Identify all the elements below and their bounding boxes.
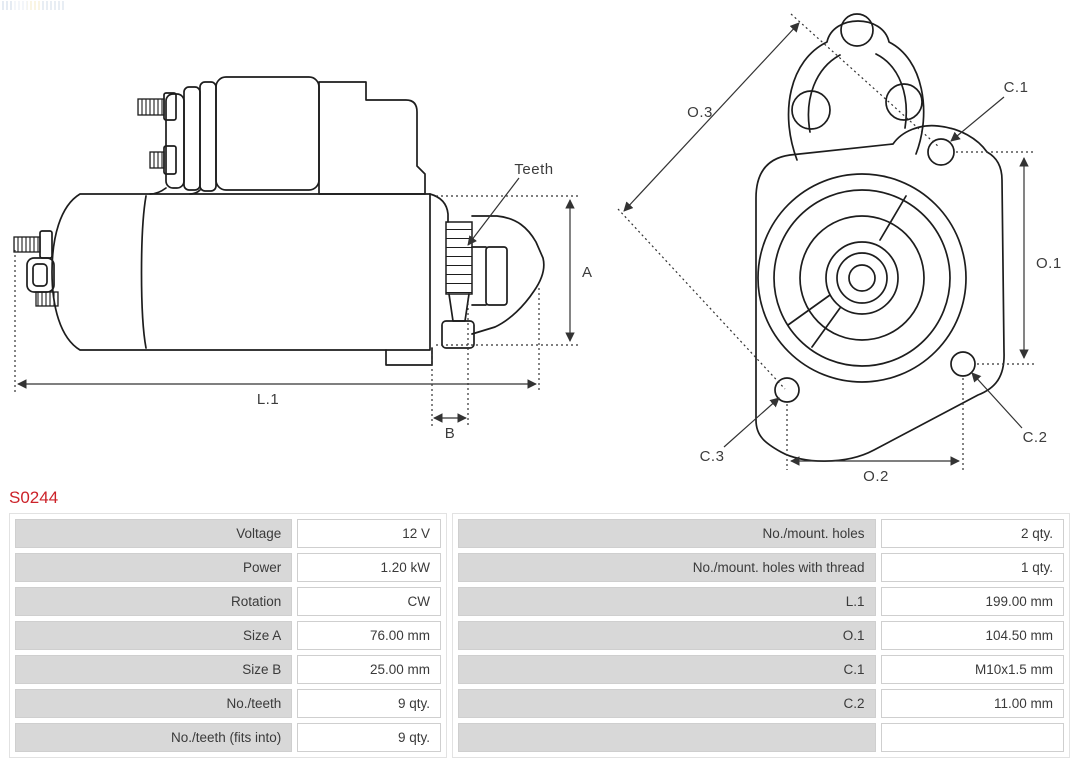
spec-label-cell xyxy=(458,723,876,752)
dim-b-label: B xyxy=(444,425,456,442)
table-row xyxy=(15,621,441,650)
dim-o2 xyxy=(787,378,963,485)
spec-value-cell: 2 qty. xyxy=(881,519,1064,548)
dim-c3-label: C.3 xyxy=(699,448,725,465)
table-row xyxy=(458,553,1064,582)
dim-c2 xyxy=(972,373,1047,446)
drive-end-pinion xyxy=(430,194,544,348)
spec-label-cell: C.1 xyxy=(458,655,876,684)
spec-value-cell: 1 qty. xyxy=(881,553,1064,582)
spec-label-cell: O.1 xyxy=(458,621,876,650)
spec-label-cell: No./teeth xyxy=(15,689,292,718)
spec-value-cell: M10x1.5 mm xyxy=(881,655,1064,684)
spec-table-right xyxy=(452,513,1070,758)
dim-o2-label: O.2 xyxy=(863,468,889,485)
hole-c1 xyxy=(928,139,954,165)
spec-value-cell: 76.00 mm xyxy=(297,621,441,650)
spec-label-cell: No./mount. holes xyxy=(458,519,876,548)
dim-l1-label: L.1 xyxy=(256,391,280,408)
spec-value-cell: 9 qty. xyxy=(297,689,441,718)
spec-label-cell: Voltage xyxy=(15,519,292,548)
table-row xyxy=(15,587,441,616)
dim-a-label: A xyxy=(582,264,593,281)
spec-label-cell: C.2 xyxy=(458,689,876,718)
table-row xyxy=(15,553,441,582)
dim-c1-label: C.1 xyxy=(1003,79,1029,96)
table-row xyxy=(15,689,441,718)
spec-table-left xyxy=(9,513,447,758)
teeth-label: Teeth xyxy=(514,161,554,178)
hole-c2 xyxy=(951,352,975,376)
spec-label-cell: No./mount. holes with thread xyxy=(458,553,876,582)
dim-c2-label: C.2 xyxy=(1022,429,1048,446)
spec-value-cell: 9 qty. xyxy=(297,723,441,752)
dim-c3 xyxy=(700,398,779,465)
spec-value-cell: 25.00 mm xyxy=(297,655,441,684)
dim-teeth xyxy=(468,161,554,245)
table-row xyxy=(458,689,1064,718)
spec-tables xyxy=(0,513,1080,758)
dim-o3-label: O.3 xyxy=(687,104,713,121)
table-row xyxy=(15,655,441,684)
spec-label-cell: Power xyxy=(15,553,292,582)
as-pl-logo xyxy=(2,1,66,10)
dim-c1 xyxy=(951,79,1028,141)
top-mount-tab xyxy=(789,14,924,160)
solenoid xyxy=(138,77,425,194)
table-row xyxy=(458,519,1064,548)
spec-label-cell: No./teeth (fits into) xyxy=(15,723,292,752)
side-view-drawing xyxy=(14,77,593,442)
part-number: S0244 xyxy=(9,488,59,507)
table-row xyxy=(15,519,441,548)
spec-value-cell xyxy=(881,723,1064,752)
table-row xyxy=(458,587,1064,616)
dim-o1-label: O.1 xyxy=(1036,255,1062,272)
front-view-drawing xyxy=(618,14,1062,485)
dim-b xyxy=(432,298,468,442)
spec-value-cell: CW xyxy=(297,587,441,616)
spec-value-cell: 104.50 mm xyxy=(881,621,1064,650)
mount-flange xyxy=(756,126,1004,461)
spec-label-cell: Size B xyxy=(15,655,292,684)
table-row xyxy=(458,621,1064,650)
spec-label-cell: L.1 xyxy=(458,587,876,616)
spec-value-cell: 1.20 kW xyxy=(297,553,441,582)
table-row xyxy=(458,655,1064,684)
spec-value-cell: 11.00 mm xyxy=(881,689,1064,718)
spec-value-cell: 199.00 mm xyxy=(881,587,1064,616)
spec-value-cell: 12 V xyxy=(297,519,441,548)
table-row xyxy=(15,723,441,752)
motor-body xyxy=(52,194,432,365)
spec-label-cell: Rotation xyxy=(15,587,292,616)
dim-o1 xyxy=(956,152,1062,364)
table-row xyxy=(458,723,1064,752)
spec-label-cell: Size A xyxy=(15,621,292,650)
